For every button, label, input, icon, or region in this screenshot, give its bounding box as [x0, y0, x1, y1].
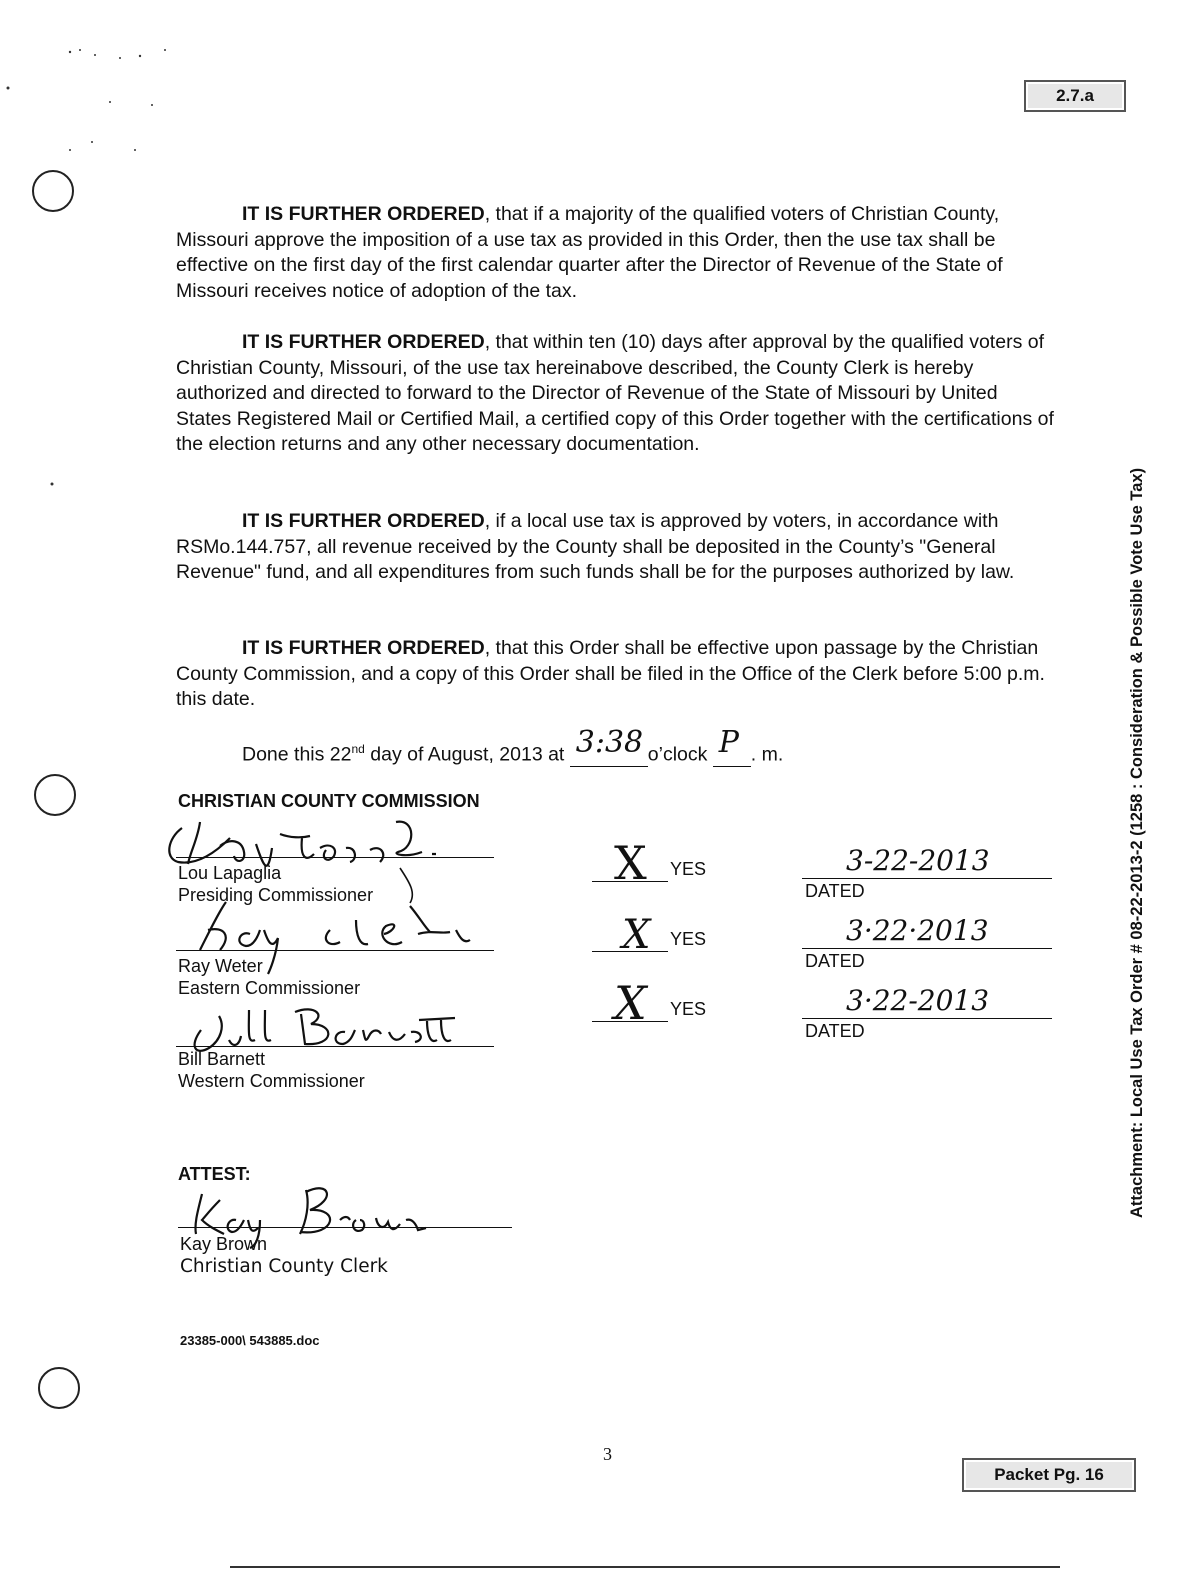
- packet-page-tag: Packet Pg. 16: [962, 1458, 1136, 1492]
- vote-yes-label: YES: [670, 859, 707, 879]
- paragraph-lead: IT IS FURTHER ORDERED: [242, 203, 485, 225]
- paragraph-text: , that within ten (10) days after approval by the qualified voters of Christian County, Missouri, of the use tax hereinabove described, the County Clerk is hereby authorized and directed to forward to the Director of Revenue of the State of Missouri by United States Registered Mail or Certified Mail, a certified copy of this Order together with the certifications of the election returns and any other necessary documentation.: [176, 331, 1054, 455]
- page-number: 3: [603, 1444, 612, 1464]
- member-name: Ray Weter: [178, 956, 263, 976]
- member-name: Bill Barnett: [178, 1049, 266, 1069]
- vote-mark: X: [614, 976, 647, 1030]
- signature-bill-barnett: [175, 990, 455, 1060]
- clerk-name: Kay Brown: [180, 1234, 268, 1254]
- signature-ray-weter: [180, 890, 480, 980]
- done-suffix: . m.: [750, 743, 784, 766]
- member-title: Eastern Commissioner: [178, 978, 361, 998]
- done-middle: day of August, 2013 at: [364, 743, 570, 766]
- vote-mark: X: [614, 836, 647, 890]
- done-prefix: Done this 22: [242, 743, 352, 766]
- paragraph-text: , that this Order shall be effective upon passage by the Christian County Commission, and a copy of this Order shall be filed in the Office of the Clerk before 5:00 p.m. this date.: [176, 637, 1045, 710]
- vote-yes-label: YES: [670, 929, 707, 949]
- done-line: [242, 724, 784, 767]
- paragraph-lead: IT IS FURTHER ORDERED: [242, 637, 485, 659]
- date-label: DATED: [805, 951, 865, 971]
- paragraph-lead: IT IS FURTHER ORDERED: [242, 510, 485, 532]
- paragraph-text: , if a local use tax is approved by voters, in accordance with RSMo.144.757, all revenue received by the County shall be deposited in the County’s "General Revenue" fund, and all expenditures from such funds shall be for the purposes authorized by law.: [176, 510, 1015, 583]
- paragraph-lead: IT IS FURTHER ORDERED: [242, 331, 485, 353]
- date-line: [802, 1018, 1052, 1019]
- order-paragraph-1: [176, 202, 1056, 304]
- attest-heading: ATTEST:: [178, 1164, 251, 1184]
- date-handwritten: 3·22·2013: [846, 914, 989, 947]
- date-line: [802, 948, 1052, 949]
- order-paragraph-2: [176, 330, 1056, 458]
- document-reference: 23385-000\ 543885.doc: [180, 1333, 320, 1348]
- done-oclock: o’clock: [647, 743, 708, 766]
- done-time: 3:38: [575, 724, 644, 760]
- member-name: Lou Lapaglia: [178, 863, 282, 883]
- date-handwritten: 3·22-2013: [846, 984, 990, 1017]
- order-paragraph-3: [176, 509, 1056, 586]
- date-label: DATED: [805, 1021, 865, 1041]
- done-superscript: nd: [351, 742, 365, 756]
- scan-speck: [0, 0, 60, 500]
- scan-edge-line: [230, 1566, 1060, 1568]
- order-paragraph-4: [176, 636, 1056, 713]
- hole-punch-mark: [34, 774, 76, 816]
- date-label: DATED: [805, 881, 865, 901]
- clerk-title: Christian County Clerk: [180, 1256, 388, 1277]
- signature-line: [178, 1227, 512, 1228]
- done-time-blank: [570, 724, 648, 767]
- attachment-side-note: Attachment: Local Use Tax Order # 08-22-2013-2 (1258 : Consideration & Possible Vote Use Tax): [1128, 467, 1146, 1218]
- hole-punch-mark: [38, 1367, 80, 1409]
- vote-yes-label: YES: [670, 999, 707, 1019]
- member-title: Western Commissioner: [178, 1071, 365, 1091]
- commission-heading: CHRISTIAN COUNTY COMMISSION: [178, 791, 480, 811]
- date-handwritten: 3-22-2013: [846, 844, 990, 877]
- member-title: Presiding Commissioner: [178, 885, 374, 905]
- done-ampm: P: [718, 724, 739, 760]
- paragraph-text: , that if a majority of the qualified voters of Christian County, Missouri approve the imposition of a use tax as provided in this Order, then the use tax shall be effective on the first day of the first calendar quarter after the Director of Revenue of the State of Missouri receives notice of adoption of the tax.: [176, 203, 1003, 302]
- vote-mark: X: [622, 912, 651, 958]
- section-tag: 2.7.a: [1024, 80, 1126, 112]
- date-line: [802, 878, 1052, 879]
- done-ampm-blank: [713, 724, 751, 767]
